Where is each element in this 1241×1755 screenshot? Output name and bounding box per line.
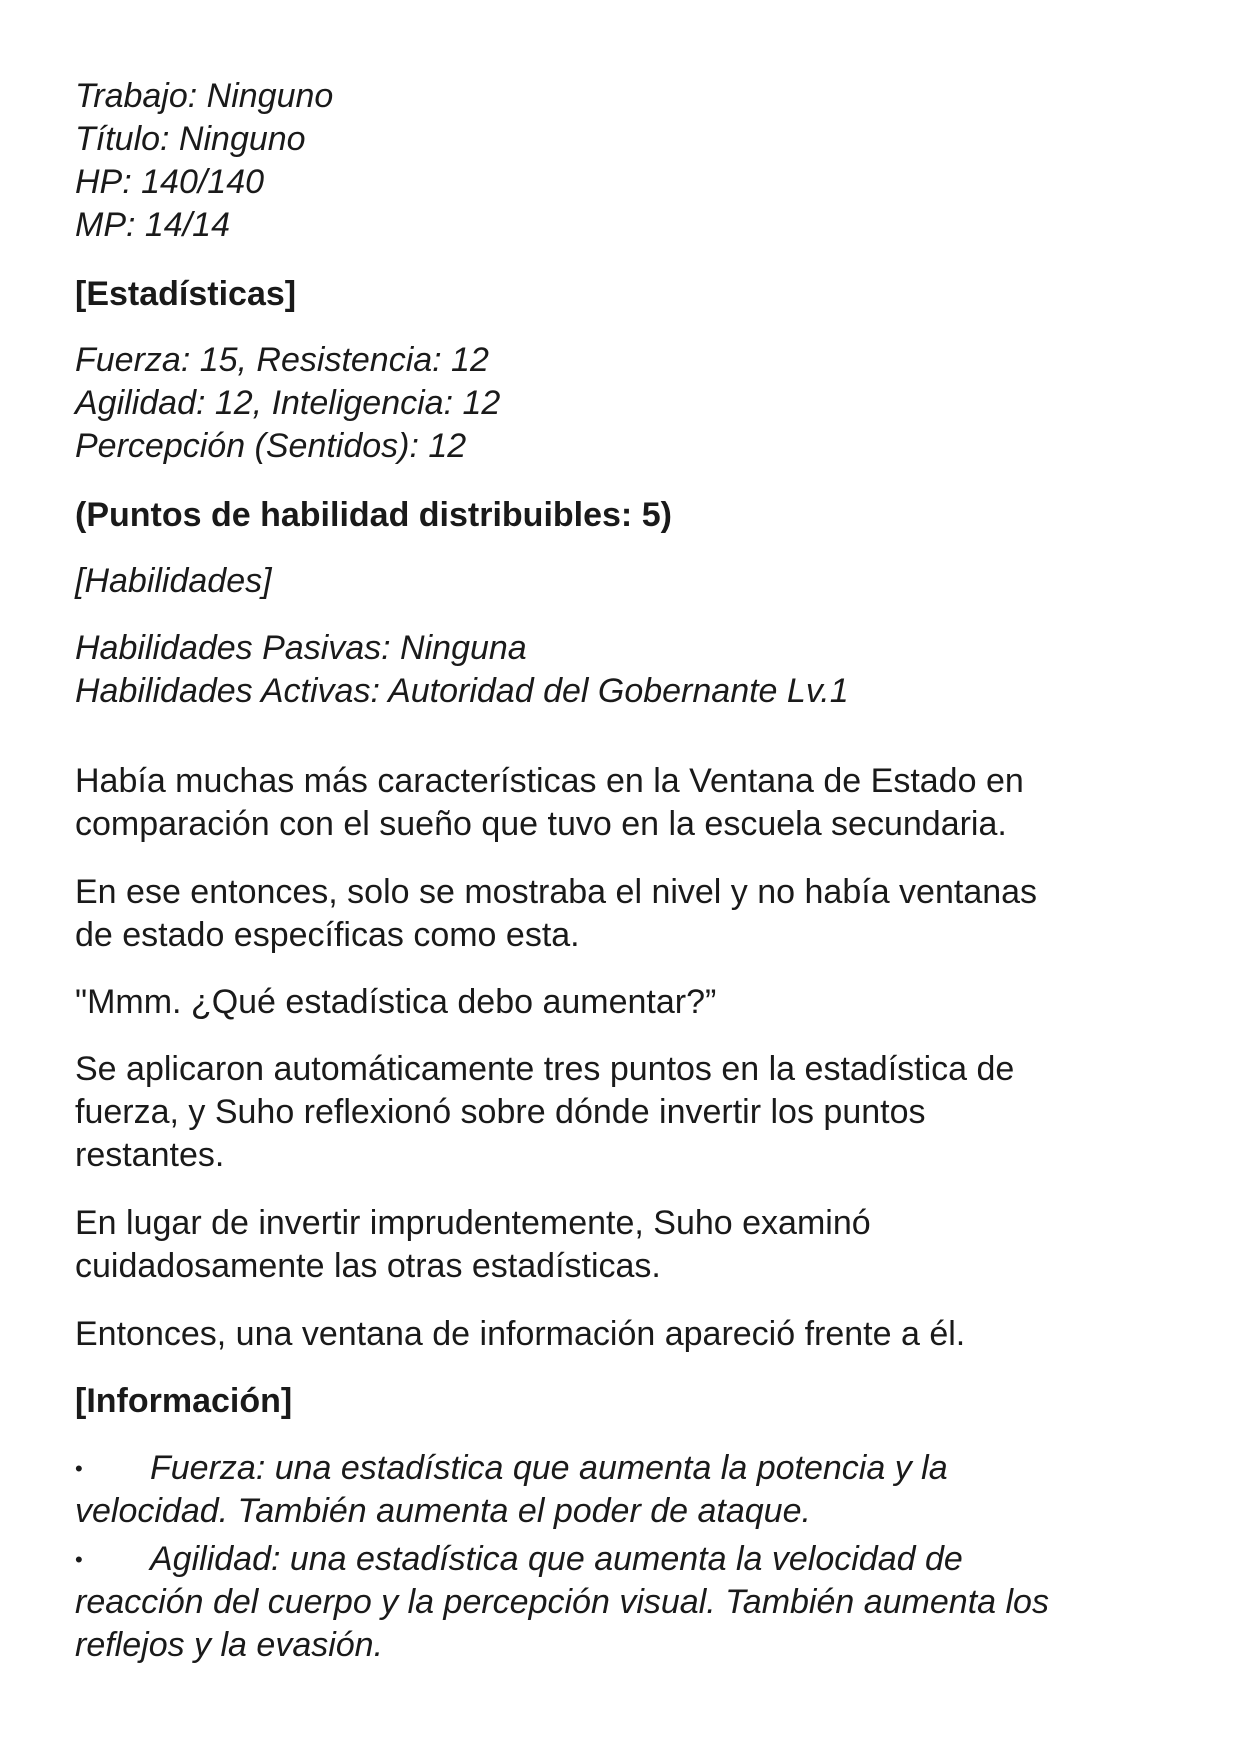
paragraph-line: Se aplicaron automáticamente tres puntos en la estadística de [75, 1050, 1015, 1088]
paragraph-line: de estado específicas como esta. [75, 916, 580, 954]
stats-heading: [Estadísticas] [75, 275, 297, 313]
status-mp: MP: 14/14 [75, 206, 230, 244]
paragraph-line: En lugar de invertir imprudentemente, Suho examinó [75, 1204, 871, 1242]
narrative-paragraph-6: Entonces, una ventana de información apareció frente a él. [75, 1315, 966, 1353]
list-item-text: reflejos y la evasión. [75, 1626, 384, 1664]
stats-block [75, 339, 1175, 468]
info-heading: [Información] [75, 1382, 293, 1420]
narrative-paragraph-2 [75, 871, 1175, 957]
narrative-paragraph-1 [75, 760, 1175, 846]
skills-passive: Habilidades Pasivas: Ninguna [75, 629, 527, 667]
narrative-paragraph-5 [75, 1202, 1175, 1288]
skills-heading: [Habilidades] [75, 562, 272, 600]
paragraph-line: comparación con el sueño que tuvo en la escuela secundaria. [75, 805, 1007, 843]
skills-block [75, 627, 1175, 713]
list-item-text: reacción del cuerpo y la percepción visual. También aumenta los [75, 1583, 1049, 1621]
status-job: Trabajo: Ninguno [75, 77, 334, 115]
paragraph-line: restantes. [75, 1136, 225, 1174]
status-hp: HP: 140/140 [75, 163, 265, 201]
status-title: Título: Ninguno [75, 120, 306, 158]
paragraph-line: cuidadosamente las otras estadísticas. [75, 1247, 661, 1285]
stats-line-2: Agilidad: 12, Inteligencia: 12 [75, 384, 501, 422]
list-item-text: Agilidad: una estadística que aumenta la velocidad de [150, 1540, 963, 1578]
paragraph-line: En ese entonces, solo se mostraba el nivel y no había ventanas [75, 873, 1038, 911]
narrative-paragraph-4 [75, 1048, 1175, 1177]
list-item-text: Fuerza: una estadística que aumenta la potencia y la [150, 1449, 948, 1487]
stats-line-1: Fuerza: 15, Resistencia: 12 [75, 341, 489, 379]
skill-points: (Puntos de habilidad distribuibles: 5) [75, 496, 672, 534]
info-item-strength [75, 1447, 1175, 1533]
skills-active: Habilidades Activas: Autoridad del Gobernante Lv.1 [75, 672, 849, 710]
info-item-agility [75, 1538, 1175, 1667]
narrative-paragraph-3: "Mmm. ¿Qué estadística debo aumentar?” [75, 983, 717, 1021]
paragraph-line: fuerza, y Suho reflexionó sobre dónde invertir los puntos [75, 1093, 926, 1131]
paragraph-line: Había muchas más características en la Ventana de Estado en [75, 762, 1024, 800]
list-item-text: velocidad. También aumenta el poder de ataque. [75, 1492, 811, 1530]
bullet-icon: • [75, 1547, 83, 1572]
bullet-icon: • [75, 1456, 83, 1481]
stats-line-3: Percepción (Sentidos): 12 [75, 427, 467, 465]
status-block [75, 75, 1175, 247]
